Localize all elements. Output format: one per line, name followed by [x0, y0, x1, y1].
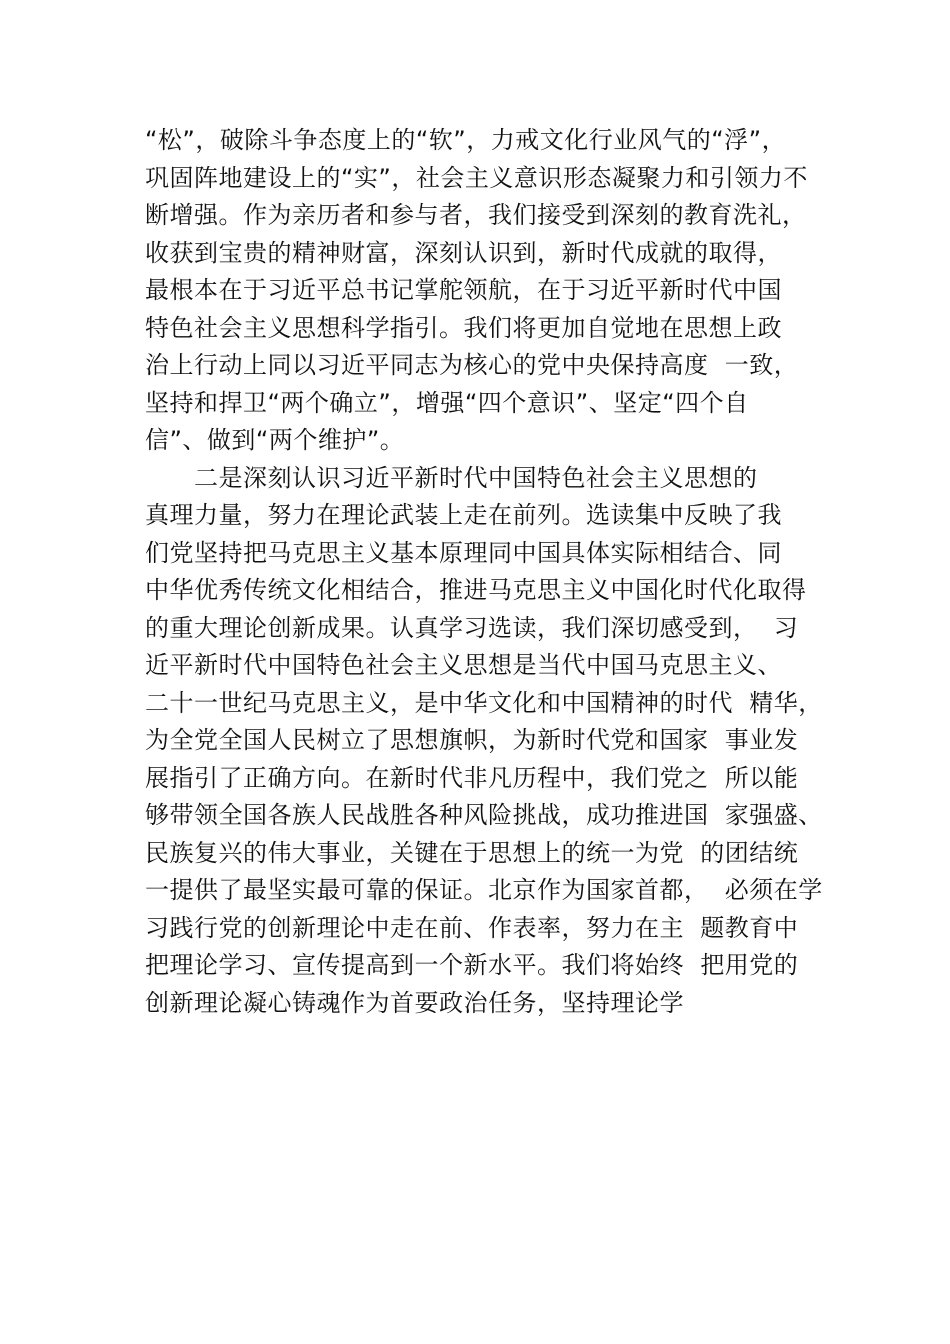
- text-line: 断增强。作为亲历者和参与者，我们接受到深刻的教育洗礼，: [145, 201, 807, 229]
- text-line: 把理论学习、宣传提高到一个新水平。我们将始终 把用党的: [145, 951, 799, 979]
- text-line: 中华优秀传统文化相结合，推进马克思主义中国化时代化取得: [145, 576, 807, 604]
- text-line: 一提供了最坚实最可靠的保证。北京作为国家首都， 必须在学: [145, 876, 823, 904]
- text-line: 为全党全国人民树立了思想旗帜，为新时代党和国家 事业发: [145, 726, 799, 754]
- text-line: 收获到宝贵的精神财富，深刻认识到，新时代成就的取得，: [145, 238, 782, 267]
- text-line: 民族复兴的伟大事业，关键在于思想上的统一为党 的团结统: [145, 838, 799, 867]
- text-line: 最根本在于习近平总书记掌舵领航，在于习近平新时代中国: [145, 276, 782, 304]
- text-line: 真理力量，努力在理论武装上走在前列。选读集中反映了我: [145, 501, 782, 529]
- paragraph-1: [145, 122, 845, 460]
- text-line: 信”、做到“两个维护”。: [145, 426, 405, 454]
- text-line: 的重大理论创新成果。认真学习选读，我们深切感受到， 习: [145, 613, 799, 642]
- text-line: 治上行动上同以习近平同志为核心的党中央保持高度 一致，: [145, 351, 799, 379]
- text-line: 习践行党的创新理论中走在前、作表率，努力在主 题教育中: [145, 913, 799, 942]
- text-line: 二是深刻认识习近平新时代中国特色社会主义思想的: [194, 463, 758, 492]
- body-text: [145, 122, 845, 1022]
- paragraph-2: [145, 460, 845, 1023]
- text-line: 创新理论凝心铸魂作为首要政治任务，坚持理论学: [145, 988, 684, 1017]
- text-line: 巩固阵地建设上的“实”，社会主义意识形态凝聚力和引领力不: [145, 163, 808, 192]
- text-line: “松”，破除斗争态度上的“软”，力戒文化行业风气的“浮”，: [145, 126, 787, 154]
- text-line: 坚持和捍卫“两个确立”，增强“四个意识”、坚定“四个自: [145, 388, 749, 417]
- text-line: 二十一世纪马克思主义，是中华文化和中国精神的时代 精华，: [145, 688, 823, 717]
- text-line: 够带领全国各族人民战胜各种风险挑战，成功推进国 家强盛、: [145, 801, 823, 829]
- text-line: 近平新时代中国特色社会主义思想是当代中国马克思主义、: [145, 651, 782, 679]
- text-line: 特色社会主义思想科学指引。我们将更加自觉地在思想上政: [145, 313, 782, 342]
- text-line: 展指引了正确方向。在新时代非凡历程中，我们党之 所以能: [145, 763, 799, 792]
- text-line: 们党坚持把马克思主义基本原理同中国具体实际相结合、同: [145, 538, 782, 567]
